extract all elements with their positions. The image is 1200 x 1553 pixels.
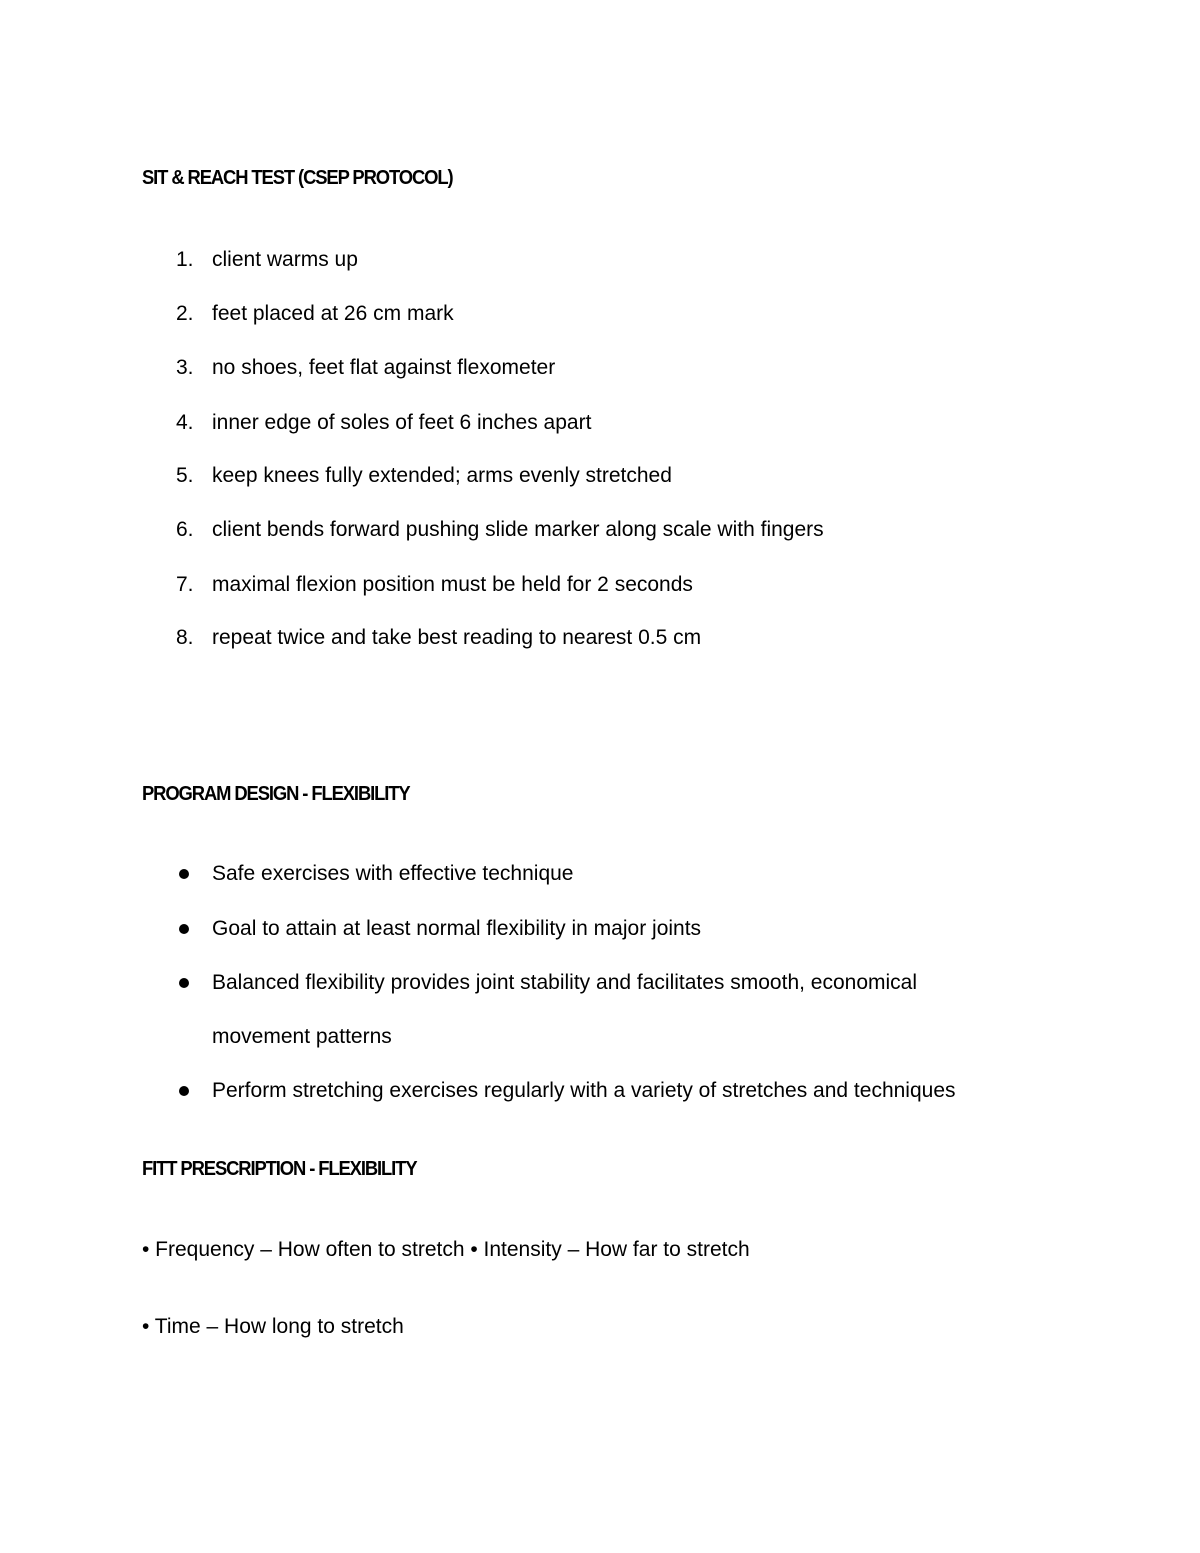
section-heading-fitt: FITT PRESCRIPTION - FLEXIBILITY	[142, 1158, 417, 1180]
list-text: Safe exercises with effective technique	[212, 862, 574, 885]
bullet-icon	[179, 1086, 189, 1096]
list-number: 2.	[176, 302, 194, 325]
list-text: client warms up	[212, 248, 358, 271]
list-number: 7.	[176, 573, 194, 596]
list-text: no shoes, feet flat against flexometer	[212, 356, 556, 379]
list-text: maximal flexion position must be held for 2 seconds	[212, 573, 693, 596]
list-text: client bends forward pushing slide marker along scale with fingers	[212, 518, 824, 541]
bullet-icon	[179, 924, 189, 934]
list-number: 3.	[176, 356, 194, 379]
list-text: keep knees fully extended; arms evenly stretched	[212, 464, 672, 487]
list-number: 5.	[176, 464, 194, 487]
list-number: 8.	[176, 626, 194, 649]
list-text: Perform stretching exercises regularly with a variety of stretches and techniques	[212, 1079, 956, 1102]
list-text: Balanced flexibility provides joint stability and facilitates smooth, economical	[212, 971, 918, 994]
fitt-line: • Time – How long to stretch	[142, 1315, 404, 1338]
list-text: movement patterns	[212, 1025, 392, 1048]
list-text: repeat twice and take best reading to nearest 0.5 cm	[212, 626, 702, 649]
list-text: inner edge of soles of feet 6 inches apart	[212, 411, 592, 434]
bullet-icon	[179, 869, 189, 879]
bullet-icon	[179, 978, 189, 988]
section-heading-program-design: PROGRAM DESIGN - FLEXIBILITY	[142, 783, 410, 805]
section-heading-sit-reach: SIT & REACH TEST (CSEP PROTOCOL)	[142, 167, 453, 189]
list-text: Goal to attain at least normal flexibility in major joints	[212, 917, 702, 940]
list-number: 6.	[176, 518, 194, 541]
list-number: 4.	[176, 411, 194, 434]
fitt-line: • Frequency – How often to stretch • Intensity – How far to stretch	[142, 1238, 750, 1261]
list-number: 1.	[176, 248, 194, 271]
list-text: feet placed at 26 cm mark	[212, 302, 454, 325]
